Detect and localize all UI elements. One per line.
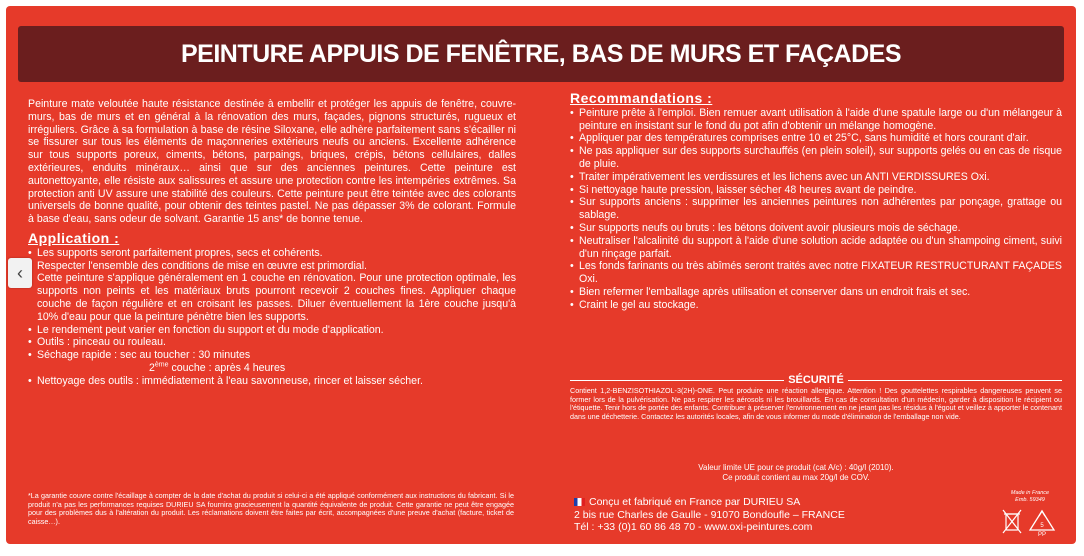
voc-limit-line2: Ce produit contient au max 20g/l de COV. — [722, 472, 870, 482]
securite-heading-row — [570, 374, 1062, 386]
second-coat-number: 2 — [149, 361, 155, 374]
guarantee-footnote: *La garantie couvre contre l'écaillage à compter de la date d'achat du produit si celui-ci a été appliqué conformément aux instructions du fabricant. Si le produit n'a pas les performances requises DURIEU SA fournira gracieusement la quantité équivalente de produit. Cette garantie ne peut être engagée pour des problèmes dus à l'altération du produit. Les réclamations doivent être faites par écrit, accompagnées d'une preuve d'achat (facture, ticket de caisse…). — [28, 491, 514, 526]
list-item: • Craint le gel au stockage. — [570, 299, 1062, 312]
made-in-label: Made in France — [1010, 490, 1050, 496]
previous-image-button[interactable] — [8, 258, 32, 288]
list-item: • Respecter l'ensemble des conditions de mise en œuvre est primordial. — [28, 260, 516, 273]
list-item: • Sur supports anciens : supprimer les anciennes peintures non adhérentes par ponçage, grattage ou sablage. — [570, 196, 1062, 222]
list-item: • Cette peinture s'applique généralement en 1 couche en rénovation. Pour une protection optimale, les supports non peints et les matériaux bruts pourront recevoir 2 couches fines. Appliquer chaque couche de façon régulière et en croisant les passes. Diluer éventuellement la 1ère couche jusqu'à 10% d'eau pour que la peinture pénètre bien les supports. — [28, 272, 516, 323]
crossed-bin-icon — [1003, 510, 1021, 533]
list-item: • Sur supports neufs ou bruts : les bétons doivent avoir plusieurs mois de séchage. — [570, 222, 1062, 235]
second-coat-drying — [28, 362, 516, 375]
recommandations-heading: Recommandations : — [570, 90, 713, 106]
chevron-left-icon: ‹ — [17, 262, 23, 283]
manufacturer-contact: Tél : +33 (0)1 60 86 48 70 - www.oxi-peintures.com — [574, 521, 813, 533]
manufacturer-info — [574, 496, 914, 534]
manufacturer-line1 — [574, 496, 914, 509]
made-in-france — [1002, 490, 1058, 504]
title-band — [18, 26, 1064, 82]
second-coat-superscript: ème — [154, 361, 169, 369]
product-description: Peinture mate veloutée haute résistance destinée à embellir et protéger les appuis de fenêtre, couvre-murs, bas de murs et en général à la rénovation des murs, façades, pignons structurés, rugueux et irréguliers. Grâce à sa formulation à base de résine Siloxane, elle adhère parfaitement sans s'écailler ni se fissurer sur tous les éléments de maçonneries extérieurs neufs ou anciens. Excellente adhérence sur tous supports poreux, ciments, bétons, parpaings, briques, crépis, bétons cellulaires, dalles extérieures, enduits minéraux… ainsi que sur des anciennes peintures. Cette peinture est autonettoyante, elle résiste aux salissures et assure une protection contre les intempéries extrêmes. Sa protection anti UV assure une stabilité des couleurs. Cette peinture peut être teintée avec des colorants universels de bonne qualité, pour obtenir des teintes pastel. Ne pas dépasser 3% de colorant. Formule à base d'eau, sans odeur de solvant. Garantie 15 ans* de bonne tenue. — [28, 98, 516, 226]
recycle-number: 5 — [1040, 523, 1044, 529]
recycling-icons — [1002, 506, 1062, 536]
left-column — [28, 98, 516, 388]
securite-text: Contient 1,2-BENZISOTHIAZOL-3(2H)-ONE. Peut produire une réaction allergique. Attention ! Des gouttelettes respirables dangereuses peuvent se former lors de la pulvérisation. Ne pas respirer les aérosols ni les brouillards. En cas de consultation d'un médecin, garder à disposition le récipient ou l'étiquette. Tenir hors de portée des enfants. Contribuer à préserver l'environnement en ne jetant pas les résidus à l'égout et veillez à apporter le contenant dans une déchetterie. Contactez les autorités locales, afin de vous informer du mode d'élimination de l'emballage non vide. — [570, 386, 1062, 421]
list-item: • Nettoyage des outils : immédiatement à l'eau savonneuse, rincer et laisser sécher. — [28, 375, 516, 388]
list-item: • Si nettoyage haute pression, laisser sécher 48 heures avant de peindre. — [570, 184, 1062, 197]
list-item: • Appliquer par des températures comprises entre 10 et 25°C, sans humidité et hors courant d'air. — [570, 132, 1062, 145]
page-title: PEINTURE APPUIS DE FENÊTRE, BAS DE MURS ET FAÇADES — [181, 39, 901, 68]
second-coat-text: couche : après 4 heures — [168, 361, 286, 374]
manufacturer-name: Conçu et fabriqué en France par DURIEU SA — [589, 496, 801, 508]
list-item: • Séchage rapide : sec au toucher : 30 minutes — [28, 349, 516, 362]
application-list — [28, 247, 516, 388]
french-flag-icon — [574, 498, 585, 506]
list-item: • Ne pas appliquer sur des supports surchauffés (en plein soleil), sur supports gelés ou en cas de risque de pluie. — [570, 145, 1062, 171]
manufacturer-address: 2 bis rue Charles de Gaulle - 91070 Bondoufle – FRANCE — [574, 508, 845, 521]
voc-limit-line1: Valeur limite UE pour ce produit (cat A/c) : 40g/l (2010). — [698, 463, 894, 472]
list-item: • Bien refermer l'emballage après utilisation et conserver dans un endroit frais et sec. — [570, 286, 1062, 299]
list-item: • Neutraliser l'alcalinité du support à l'aide d'une solution acide adaptée ou d'un shampoing ciment, suivi d'un rinçage parfait. — [570, 235, 1062, 261]
pp-label: PP — [1037, 532, 1047, 536]
divider — [570, 380, 784, 381]
product-label — [6, 6, 1076, 544]
list-item: • Les supports seront parfaitement propres, secs et cohérents. — [28, 247, 516, 260]
emb-code: Emb. 59349 — [1015, 497, 1045, 503]
right-column — [570, 92, 1062, 312]
application-heading: Application : — [28, 229, 120, 246]
list-item: • Outils : pinceau ou rouleau. — [28, 336, 516, 349]
list-item: • Le rendement peut varier en fonction du support et du mode d'application. — [28, 324, 516, 337]
list-item: • Peinture prête à l'emploi. Bien remuer avant utilisation à l'aide d'une spatule large ou d'un mélangeur à peinture en insistant sur le fond du pot afin d'obtenir un mélange homogène. — [570, 107, 1062, 133]
list-item: • Traiter impérativement les verdissures et les lichens avec un ANTI VERDISSURES Oxi. — [570, 171, 1062, 184]
securite-heading: SÉCURITÉ — [788, 374, 844, 386]
divider — [848, 380, 1062, 381]
list-item: • Les fonds farinants ou très abîmés seront traités avec notre FIXATEUR RESTRUCTURANT FAÇADES Oxi. — [570, 260, 1062, 286]
voc-limit — [646, 463, 946, 482]
recommandations-list — [570, 107, 1062, 312]
